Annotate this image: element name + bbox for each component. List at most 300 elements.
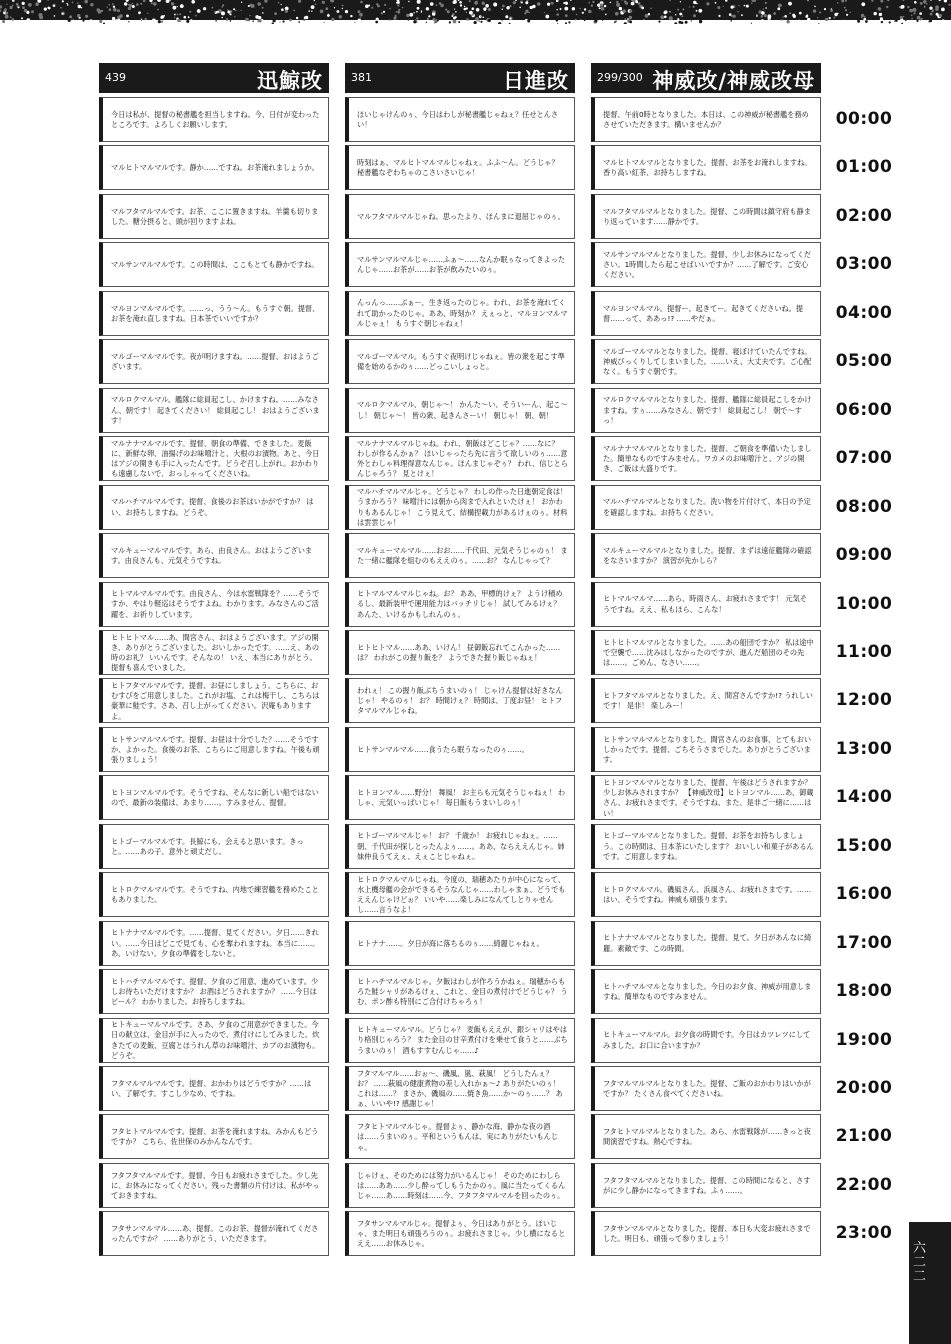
- speckle: [792, 14, 795, 17]
- speckle: [625, 2, 628, 5]
- voice-line-cell: [99, 872, 329, 917]
- speckle: [77, 2, 79, 4]
- speckle: [764, 14, 767, 17]
- speckle: [611, 20, 612, 21]
- speckle: [126, 15, 129, 18]
- speckle: [537, 2, 541, 6]
- speckle: [488, 19, 491, 22]
- speckle: [498, 22, 501, 24]
- speckle: [257, 2, 261, 6]
- speckle: [731, 15, 733, 17]
- speckle: [680, 1, 681, 2]
- speckle: [476, 8, 480, 12]
- voice-line-text: マルキューマルマルとなりました。提督、まずは遠征艦隊の確認をなさいますか？ 演習が先かしら？: [603, 545, 812, 566]
- speckle: [814, 6, 816, 8]
- speckle: [527, 20, 530, 23]
- speckle: [560, 8, 562, 10]
- speckle: [614, 21, 616, 23]
- voice-line-cell: [99, 339, 329, 384]
- speckle: [279, 21, 280, 22]
- speckle: [942, 19, 945, 22]
- time-label: 22:00: [835, 1174, 893, 1195]
- speckle: [784, 21, 785, 22]
- voice-line-cell: [591, 775, 821, 820]
- speckle: [440, 4, 443, 7]
- speckle: [907, 6, 909, 8]
- time-label: 06:00: [835, 399, 893, 420]
- time-label: 05:00: [835, 351, 893, 372]
- speckle: [881, 21, 883, 23]
- voice-line-text: マルゴーマルマルとなりました。提督、寝ぼけていたんですね。神威びっくりしてしまいました。……いえ、大丈夫です。ご心配なく。もうすぐ朝です。: [603, 346, 812, 377]
- time-label: 12:00: [835, 690, 893, 711]
- speckle: [273, 19, 276, 22]
- speckle: [376, 18, 379, 21]
- speckle: [895, 19, 898, 22]
- speckle: [432, 12, 435, 15]
- voice-line-cell: [99, 630, 329, 675]
- speckle: [505, 15, 508, 18]
- speckle: [926, 3, 928, 5]
- speckle: [416, 11, 418, 13]
- speckle: [115, 19, 117, 21]
- speckle: [409, 13, 413, 17]
- speckle: [54, 4, 56, 6]
- speckle: [327, 14, 330, 17]
- speckle: [151, 2, 153, 4]
- speckle: [921, 18, 922, 19]
- speckle: [624, 22, 627, 24]
- speckle: [341, 20, 343, 22]
- voice-line-text: ヒトキューマルマル。お夕食の時間です。今日はカツレツにしてみました。お口に合いますか？: [603, 1030, 811, 1050]
- voice-count: 299/300: [597, 71, 643, 84]
- speckle: [830, 9, 833, 12]
- speckle: [595, 20, 598, 23]
- speckle: [861, 17, 862, 18]
- speckle: [113, 8, 117, 12]
- speckle: [324, 22, 325, 23]
- voice-line-text: ヒトサンマルマルです。提督、お昼は十分でした？……そうですか、よかった。食後のお茶、こちらにご用意しますね。午後も頑張りましょう！: [111, 734, 320, 764]
- speckle: [741, 14, 743, 16]
- speckle: [77, 14, 80, 17]
- speckle: [920, 2, 923, 5]
- speckle: [396, 11, 398, 13]
- speckle: [413, 12, 414, 13]
- speckle: [354, 22, 355, 23]
- speckle: [453, 20, 457, 24]
- ship-name: 迅鯨改: [257, 68, 323, 93]
- speckle: [674, 22, 677, 24]
- speckle: [509, 23, 510, 24]
- speckle: [783, 16, 784, 17]
- speckle: [421, 12, 422, 13]
- speckle: [469, 0, 471, 2]
- speckle: [819, 12, 821, 14]
- voice-line-cell: [99, 969, 329, 1014]
- voice-line-text: ヒトヨンマル……野分！ 舞風！ お主らも元気そうじゃねぇ！ わしゃ、元気いっぱいじゃ！ 毎日飯もうまいしのぅ！: [357, 788, 566, 808]
- voice-line-cell: [345, 1114, 575, 1159]
- speckle: [913, 8, 917, 12]
- speckle: [485, 4, 489, 8]
- speckle: [259, 19, 262, 22]
- speckle: [447, 10, 450, 13]
- speckle: [773, 12, 776, 15]
- voice-line-text: ヒトヒトマル……ああ、いけん！ 昼御飯忘れてこんかった……は？ われがこの握り飯を？ ようできた握り飯じゃねぇ！: [357, 642, 561, 662]
- speckle: [545, 15, 549, 19]
- voice-line-cell: [591, 1114, 821, 1159]
- speckle: [221, 17, 223, 19]
- speckle: [482, 2, 485, 5]
- voice-line-cell: [591, 678, 821, 723]
- speckle: [389, 19, 391, 21]
- speckle: [455, 11, 457, 13]
- voice-line-cell: [345, 1066, 575, 1111]
- speckle: [466, 18, 469, 21]
- speckle: [188, 16, 190, 18]
- voice-line-cell: [591, 727, 821, 772]
- speckle: [589, 3, 590, 4]
- voice-line-text: ヒトゴーマルマルじゃ！ お？ 千歳か！ お疲れじゃねぇ。……朝、千代田が探しとったんよぅ……。ああ、ならええんじゃ。姉妹仲良うてえぇ、えぇことじゃねぇ。: [357, 831, 565, 861]
- speckle: [629, 21, 632, 24]
- speckle: [761, 15, 764, 18]
- speckle: [174, 17, 175, 18]
- voice-line-cell: [99, 1163, 329, 1208]
- speckle: [342, 8, 343, 9]
- speckle: [89, 19, 93, 23]
- speckle: [556, 19, 559, 22]
- voice-line-text: マルロクマルマルとなりました。提督、艦隊に総員起こしをかけますね。すぅ……みなさん、朝です！ 総員起こし！ 朝で〜すっ！: [603, 395, 812, 425]
- speckle: [677, 18, 679, 20]
- voice-line-cell: [345, 1211, 575, 1256]
- voice-line-text: ヒトフタマルマルです。提督、お昼にしましょう。こちらに、おむすびをご用意しました。これがお塩、これは梅干し、こちらは豪華に鮭です。さあ、召し上がってください。沢庵もありますよ。: [111, 680, 320, 721]
- voice-line-text: ヒトキューマルマル。どうじゃ？ 麦飯もええが、銀シャリはやはり格別じゃろう？ また金目の甘辛煮付けを乗せて食うと……ぶちうまいのぅ！ 酒もすすむんじゃ……♪: [357, 1025, 568, 1055]
- speckle: [262, 7, 264, 9]
- speckle: [16, 3, 19, 6]
- voice-line-cell: [99, 194, 329, 239]
- speckle: [47, 7, 49, 9]
- speckle: [272, 22, 274, 24]
- speckle: [863, 18, 866, 21]
- voice-line-cell: [99, 678, 329, 723]
- speckle: [664, 10, 667, 13]
- speckle: [245, 18, 248, 21]
- speckle: [389, 8, 391, 10]
- voice-line-text: ヒトヒトマルマルとなりました。……あの船団ですか？ 私は途中で空襲で……沈みはしなかったのですが、進んだ船団のその先は……。ごめん、なさい……。: [603, 637, 814, 668]
- speckle: [342, 5, 344, 7]
- speckle: [227, 11, 230, 14]
- time-label: 10:00: [835, 593, 893, 614]
- voice-line-text: フタマルマルマルとなりました。提督、ご飯のおかわりはいかがですか？ たくさん食べてくださいね。: [603, 1078, 811, 1098]
- speckle: [521, 2, 523, 4]
- voice-line-text: ヒトマルマルマルじゃね。お？ ああ、甲標的けぇ？ ようけ積めるし、最新装甲で運用能力はバッチリじゃ！ 試してみるけぇ？ あんた、いけるかもしれんのぅ。: [357, 589, 563, 619]
- speckle: [228, 20, 230, 22]
- speckle: [350, 15, 352, 17]
- voice-line-cell: [345, 824, 575, 869]
- voice-line-cell: [99, 388, 329, 433]
- speckle: [60, 7, 62, 9]
- voice-line-cell: [345, 145, 575, 190]
- speckle: [233, 8, 235, 10]
- speckle: [358, 10, 361, 13]
- speckle: [900, 6, 903, 9]
- voice-line-cell: [591, 969, 821, 1014]
- speckle: [681, 15, 683, 17]
- speckle: [173, 6, 177, 10]
- voice-line-cell: [99, 97, 329, 142]
- speckle: [119, 14, 123, 18]
- speckle: [203, 7, 206, 10]
- speckle: [308, 11, 309, 12]
- speckle: [132, 3, 134, 5]
- speckle: [426, 22, 427, 23]
- speckle: [251, 4, 255, 8]
- speckle: [824, 8, 826, 10]
- voice-line-text: ヒトゴーマルマルです。長鯨にも、会えると思います。きっと。……あの子、意外と頑丈だし。: [111, 836, 304, 856]
- speckle: [54, 15, 56, 17]
- voice-line-cell: [345, 1018, 575, 1063]
- speckle: [502, 5, 505, 8]
- speckle: [215, 12, 217, 14]
- speckle: [761, 11, 765, 15]
- speckle: [358, 19, 361, 22]
- speckle: [913, 12, 915, 14]
- speckle: [68, 19, 71, 22]
- speckle: [480, 21, 482, 23]
- speckle: [648, 13, 650, 15]
- speckle: [846, 14, 848, 16]
- speckle: [544, 12, 545, 13]
- speckle: [717, 6, 720, 9]
- speckle: [751, 2, 753, 4]
- speckle: [799, 12, 802, 15]
- time-label: 14:00: [835, 787, 893, 808]
- speckle: [914, 1, 917, 4]
- speckle: [158, 20, 161, 23]
- speckle: [189, 11, 191, 13]
- speckle: [455, 16, 457, 18]
- speckle: [678, 21, 681, 24]
- time-label: 07:00: [835, 448, 893, 469]
- speckle: [360, 17, 361, 18]
- speckle: [4, 8, 7, 11]
- speckle: [488, 8, 491, 11]
- speckle: [315, 3, 317, 5]
- voice-line-cell: [591, 630, 821, 675]
- speckle: [360, 1, 363, 4]
- speckle: [641, 7, 644, 10]
- speckle: [365, 5, 369, 9]
- voice-line-text: ヒトナナマルマルとなりました。提督、見て。夕日があんなに綺麗。素敵です、この時間。: [603, 933, 812, 953]
- speckle: [568, 21, 570, 23]
- speckle: [436, 4, 438, 6]
- speckle: [733, 15, 736, 18]
- time-label: 20:00: [835, 1078, 893, 1098]
- speckle: [834, 13, 837, 16]
- voice-count: 439: [105, 71, 126, 84]
- voice-line-text: マルヨンマルマル。提督ー、起きてー。起きてくださいね。提督……って、ああっ!? ……やだぁ。: [603, 303, 804, 323]
- speckle: [449, 21, 451, 23]
- voice-line-cell: [99, 775, 329, 820]
- voice-line-cell: [345, 969, 575, 1014]
- speckle: [437, 19, 439, 21]
- speckle: [215, 20, 217, 22]
- voice-line-text: マルサンマルマルじゃ……ふぁ〜……なんか眠ぅなってきよったんじゃ……お茶が……お茶が飲みたいのぅ。: [357, 255, 566, 275]
- voice-line-cell: [99, 436, 329, 481]
- voice-line-text: ヒトサンマルマルとなりました。間宮さんのお食事、とてもおいしかったです。提督、ごちそうさまでした。ありがとうございます。: [603, 734, 812, 764]
- speckle: [909, 9, 912, 12]
- speckle: [371, 7, 373, 9]
- speckle: [221, 6, 223, 8]
- voice-line-text: ヒトヒトマル……あ、間宮さん、おはようございます。アジの開き、ありがとうございました。おいしかったです。……え、あの時のお礼？ いいんです、そんなの！ いえ、本当にありがとう。提督も喜んでいました。: [111, 632, 320, 673]
- speckle: [31, 10, 34, 13]
- speckle: [592, 1, 594, 3]
- speckle: [136, 3, 139, 6]
- speckle: [472, 14, 474, 16]
- voice-line-cell: [345, 921, 575, 966]
- voice-line-cell: [591, 485, 821, 530]
- speckle: [416, 17, 418, 19]
- speckle: [398, 9, 400, 11]
- ship-name: 日進改: [503, 68, 569, 93]
- speckle: [524, 12, 526, 14]
- speckle: [706, 2, 709, 5]
- speckle: [153, 2, 157, 6]
- speckle: [584, 20, 585, 21]
- speckle: [879, 13, 882, 16]
- speckle: [99, 20, 102, 23]
- time-label: 03:00: [835, 254, 893, 275]
- speckle: [26, 18, 30, 22]
- speckle: [180, 4, 184, 8]
- speckle: [177, 6, 178, 7]
- voice-line-text: フタヒトマルマルとなりました。あら、水雷戦隊が……きっと夜間演習ですね。熱心ですね。: [603, 1127, 811, 1147]
- speckle: [911, 18, 913, 20]
- speckle: [643, 20, 645, 22]
- speckle: [806, 14, 808, 16]
- speckle: [857, 20, 860, 23]
- speckle: [919, 12, 922, 15]
- speckle: [903, 16, 904, 17]
- speckle: [699, 20, 702, 23]
- speckle: [513, 1, 516, 4]
- speckle: [230, 20, 232, 22]
- speckle: [12, 5, 14, 7]
- voice-line-text: ヒトゴーマルマルとなりました。提督、お茶をお持ちしましょう。この時間は、日本茶にいたします？ おいしい和菓子があるんです。ご用意しますね。: [603, 831, 814, 861]
- speckle: [320, 10, 324, 14]
- voice-line-cell: [99, 824, 329, 869]
- speckle: [929, 19, 932, 22]
- speckle: [454, 9, 455, 10]
- voice-line-text: フタヒトマルマルじゃ。提督よぅ、静かな海、静かな夜の酒は……うまいのぅ。平和というもんは、実にありがたいもんじゃ。: [357, 1122, 559, 1152]
- speckle: [917, 16, 921, 20]
- voice-line-text: マルロクマルマル、朝じゃ〜！ かんた〜い、そういーん、起こ〜し！ 朝じゃ〜！ 皆の衆、起きんさーい！ 朝じゃ！ 朝、朝！: [357, 400, 568, 420]
- speckle: [5, 12, 8, 15]
- speckle: [669, 11, 670, 12]
- speckle: [588, 10, 591, 13]
- speckle: [303, 19, 305, 21]
- time-label: 04:00: [835, 302, 893, 323]
- voice-line-text: マルフタマルマルじゃね。思ったより、ほんまに退屈じゃのぅ。: [357, 211, 565, 221]
- voice-line-text: ヒトハチマルマルじゃ。夕飯はわしが作ろうかねぇ。瑞穂からもろた鮭シャリがあるけぇ、これと、金目の煮付けでどうじゃ？ うむ、ポン酢も特別にご合付けちゃろぅ！: [357, 976, 568, 1007]
- speckle: [262, 12, 264, 14]
- speckle: [765, 7, 767, 9]
- voice-line-cell: [99, 1211, 329, 1256]
- speckle: [98, 10, 102, 14]
- speckle: [66, 3, 67, 4]
- speckle: [604, 5, 606, 7]
- time-label: 00:00: [835, 109, 893, 129]
- voice-line-cell: [591, 339, 821, 384]
- speckle: [880, 17, 883, 20]
- speckle: [697, 20, 698, 21]
- voice-line-cell: [99, 242, 329, 287]
- voice-line-text: フタマルマルマルです。提督、おかわりはどうですか？……はい、了解です。すこし少なめ、ですね。: [111, 1078, 312, 1098]
- speckle: [901, 23, 903, 24]
- speckle: [5, 15, 9, 19]
- speckle: [744, 5, 746, 7]
- speckle: [889, 21, 891, 23]
- voice-line-text: マルゴーマルマル。もうすぐ夜明けじゃねぇ。皆の衆を起こす準備を始めるかのぅ……どっこいしょっと。: [357, 352, 565, 372]
- speckle: [480, 16, 482, 18]
- speckle: [117, 19, 120, 22]
- speckle: [682, 8, 684, 10]
- speckle: [459, 1, 462, 4]
- speckle: [184, 16, 187, 19]
- speckle: [6, 4, 7, 5]
- voice-line-text: ヒトフタマルマルとなりました。え、間宮さんですか!? うれしいです！ 是非！ 楽しみー！: [603, 691, 813, 711]
- speckle: [582, 12, 584, 14]
- voice-line-text: ヒトナナ……。夕日が海に落ちるのぅ……綺麗じゃねぇ。: [357, 938, 544, 948]
- voice-line-cell: [345, 872, 575, 917]
- voice-line-text: フタフタマルマルです。提督、今日もお疲れさまでした。少し先に、お休みになってください。残った書類の片付けは、私がやっておきますね。: [111, 1170, 320, 1200]
- speckle: [790, 13, 791, 14]
- speckle: [746, 5, 749, 8]
- speckle: [689, 6, 690, 7]
- voice-line-cell: [99, 921, 329, 966]
- speckle: [90, 3, 93, 6]
- time-label: 08:00: [835, 496, 893, 517]
- speckle: [469, 11, 473, 15]
- speckle: [930, 13, 933, 16]
- speckle: [939, 14, 942, 17]
- speckle: [580, 8, 581, 9]
- speckle: [458, 21, 460, 23]
- speckle: [605, 14, 607, 16]
- speckle: [761, 19, 765, 23]
- speckle: [929, 7, 932, 10]
- speckle: [413, 20, 416, 23]
- speckle: [580, 20, 582, 22]
- voice-line-text: んっんっ……ぶぁー、生き返ったのじゃ。われ、お茶を淹れてくれて助かったのじゃ。ああ、時刻か？ えぇっと、マルヨンマルマルじゃぇ！ もうすぐ朝じゃねぇ！: [357, 298, 568, 328]
- speckle: [62, 13, 64, 15]
- speckle: [506, 6, 509, 9]
- time-label: 15:00: [835, 835, 893, 856]
- speckle: [825, 18, 828, 21]
- speckle: [393, 17, 396, 20]
- voice-line-cell: [99, 1018, 329, 1063]
- speckle: [905, 20, 906, 21]
- speckle: [161, 21, 163, 23]
- speckle: [464, 6, 465, 7]
- voice-line-cell: [591, 1066, 821, 1111]
- voice-line-cell: [99, 291, 329, 336]
- speckle: [359, 13, 363, 17]
- time-label: 01:00: [835, 157, 893, 178]
- speckle: [565, 2, 568, 5]
- voice-count: 381: [351, 71, 372, 84]
- speckle: [478, 20, 480, 22]
- voice-line-text: ヒトマルマルマ……あら、時雨さん、お疲れさまです！ 元気そうですね。ええ、私もほら、こんな！: [603, 594, 807, 614]
- voice-line-text: フタフタマルマルとなりました。提督、この時間になると、さすがに少し静かになってきますね。ふぅ……。: [603, 1175, 811, 1195]
